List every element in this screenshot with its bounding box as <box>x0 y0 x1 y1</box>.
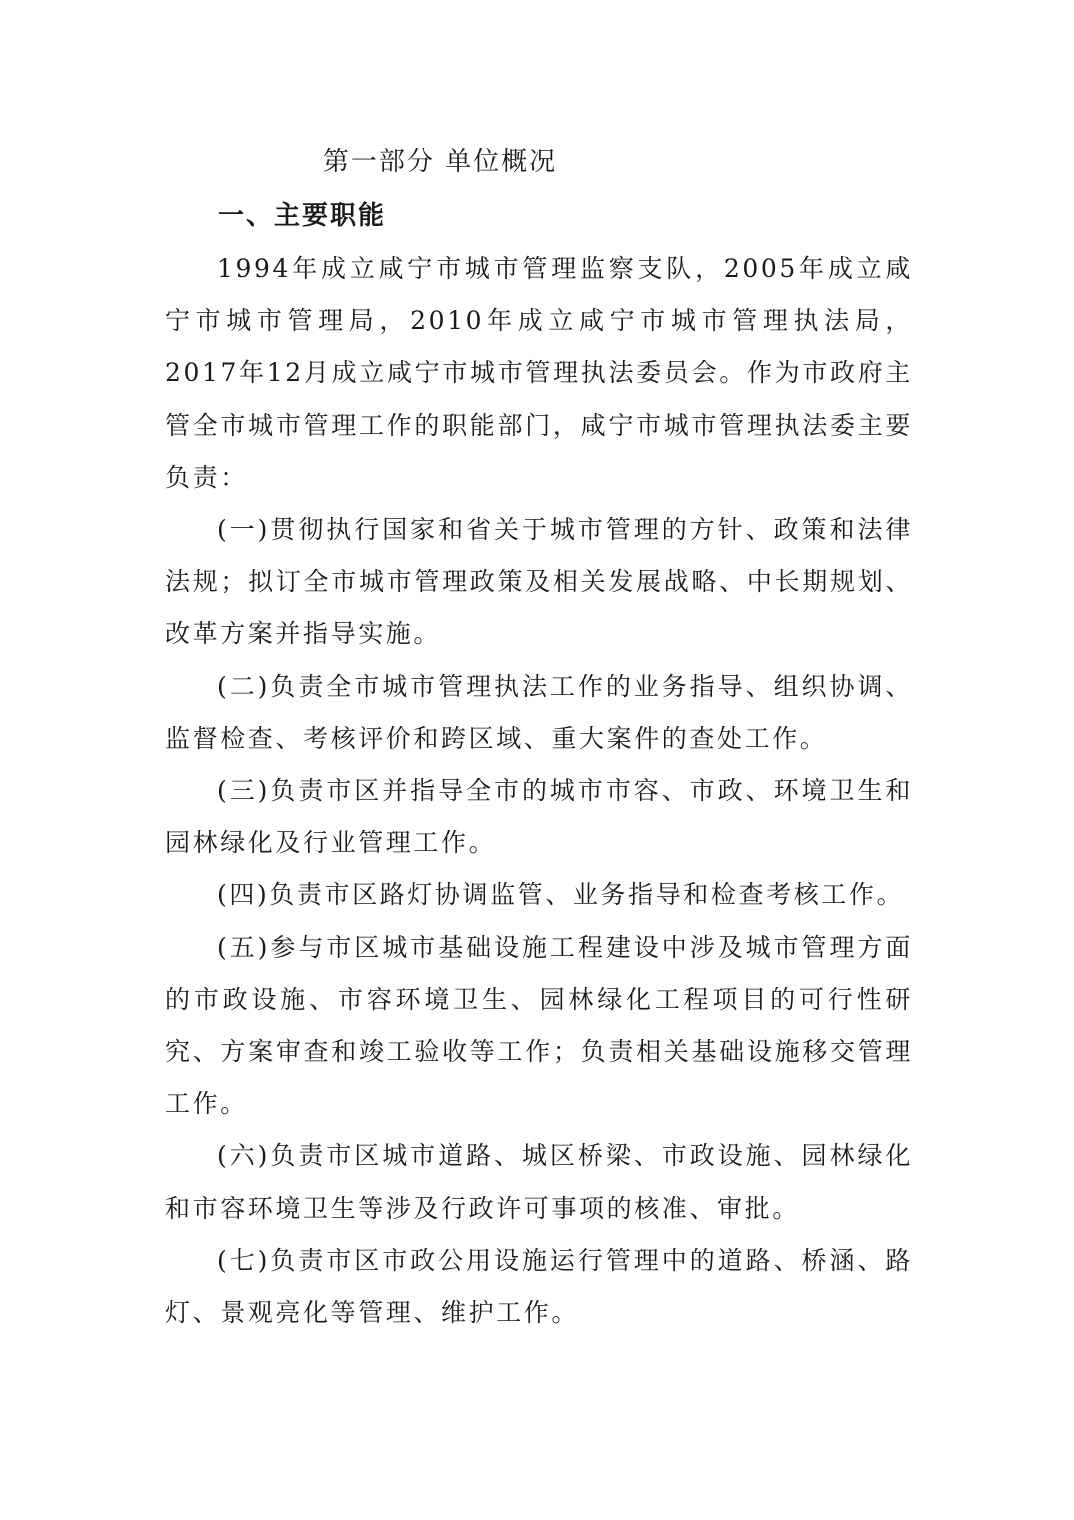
section-heading: 一、主要职能 <box>218 201 387 231</box>
duty-paragraph-6: (六)负责市区城市道路、城区桥梁、市政设施、园林绿化和市容环境卫生等涉及行政许可事项的核准、审批。 <box>165 1141 913 1223</box>
document-title: 第一部分 单位概况 <box>322 147 558 177</box>
intro-paragraph: 1994年成立咸宁市城市管理监察支队，2005年成立咸宁市城市管理局，2010年成立咸宁市城市管理执法局，2017年12月成立咸宁市城市管理执法委员会。作为市政府主管全市城市管理工作的职能部门，咸宁市城市管理执法委主要负责： <box>165 254 913 492</box>
duty-paragraph-5: (五)参与市区城市基础设施工程建设中涉及城市管理方面的市政设施、市容环境卫生、园林绿化工程项目的可行性研究、方案审查和竣工验收等工作；负责相关基础设施移交管理工作。 <box>165 932 913 1119</box>
duty-paragraph-7: (七)负责市区市政公用设施运行管理中的道路、桥涵、路灯、景观亮化等管理、维护工作。 <box>165 1245 913 1328</box>
document-body <box>165 243 913 1339</box>
duty-paragraph-2: (二)负责全市城市管理执法工作的业务指导、组织协调、监督检查、考核评价和跨区域、重大案件的查处工作。 <box>165 671 913 753</box>
duty-paragraph-3: (三)负责市区并指导全市的城市市容、市政、环境卫生和园林绿化及行业管理工作。 <box>165 776 913 858</box>
duty-paragraph-1: (一)贯彻执行国家和省关于城市管理的方针、政策和法律法规；拟订全市城市管理政策及相关发展战略、中长期规划、改革方案并指导实施。 <box>165 515 913 649</box>
duty-paragraph-4: (四)负责市区路灯协调监管、业务指导和检查考核工作。 <box>217 880 905 910</box>
